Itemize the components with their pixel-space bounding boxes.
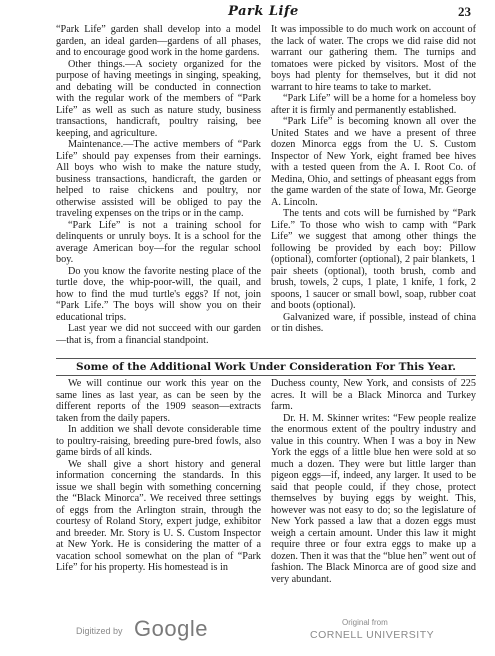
bottom-left-column xyxy=(56,378,261,604)
section-rule-bottom xyxy=(56,375,476,376)
digitized-by-label: Digitized by xyxy=(76,626,123,636)
paragraph: We will continue our work this year on the same lines as last year, as can be seen by the different reports of the 1909 season—extracts taken from the daily papers. xyxy=(56,378,261,424)
top-right-column xyxy=(271,24,476,359)
bottom-right-column xyxy=(271,378,476,604)
university-label: CORNELL UNIVERSITY xyxy=(310,629,435,641)
section-heading: Some of the Additional Work Under Consideration For This Year. xyxy=(76,361,456,373)
paragraph: The tents and cots will be furnished by “Park Life.” To those who wish to camp with “Park Life” we suggest that among other things the following be provided by each boy: Pillow (optional), comforter (optional), 2 pair blankets, 1 pair sheets (optional), tooth brush, comb and brush, towels, 2 cups, 1 plate, 1 knife, 1 fork, 2 spoons, 1 saucer or small bowl, soap, rubber coat and boots (optional). xyxy=(271,208,476,311)
paragraph: “Park Life” garden shall develop into a model garden, an ideal garden—gardens of all phases, and to encourage good work in the home gardens. xyxy=(56,24,261,58)
original-from-label: Original from xyxy=(342,618,388,627)
paragraph: Do you know the favorite nesting place of the turtle dove, the whip-poor-will, the quail, and how to find the mud turtle's eggs? If not, join “Park Life.” The boys will show you on their educational trips. xyxy=(56,265,261,323)
section-rule-top xyxy=(56,358,476,359)
top-columns xyxy=(56,24,476,359)
paragraph: Dr. H. M. Skinner writes: “Few people realize the enormous extent of the poultry industry and value in this country. When I was a boy in New York the eggs of a little blue hen were sold at so much a dozen. They were but little larger than pigeon eggs—if, indeed, any larger. It used to be said that people could, if they chose, protect themselves by buying eggs by weight. This, however was not easy to do; so the legislature of New York passed a law that a dozen eggs must weigh a certain amount. Under this law it might require three or four extra eggs to make up a dozen. Then it was that the “blue hen” went out of fashion. The Black Minorca are of good size and very abundant. xyxy=(271,412,476,585)
paragraph: “Park Life” will be a home for a homeless boy after it is firmly and permanently established. xyxy=(271,93,476,116)
paragraph: “Park Life” is becoming known all over the United States and we have a present of three dozen Minorca eggs from the U. S. Custom Inspector of New York, eight framed bee hives with a tested queen from the A. I. Root Co. of Medina, Ohio, and settings of pheasant eggs from the game warden of the state of Iowa, Mr. George A. Lincoln. xyxy=(271,116,476,208)
bottom-columns xyxy=(56,378,476,604)
paragraph: It was impossible to do much work on account of the lack of water. The crops we did raise did not warrant our gathering them. The turnips and tomatoes were picked by visitors. Most of the boys had plenty for themselves, but it did not warrant to hire teams to take to market. xyxy=(271,24,476,93)
paragraph: “Park Life” is not a training school for delinquents or unruly boys. It is a school for the average American boy—for the regular school boy. xyxy=(56,219,261,265)
running-title: Park Life xyxy=(228,4,299,19)
digitization-footer xyxy=(56,612,471,652)
page-number: 23 xyxy=(458,4,471,19)
paragraph: We shall give a short history and general information concerning the standards. In this issue we shall begin with something concerning the “Black Minorca”. We received three settings of eggs from the Arlington strain, through the courtesy of Roland Story, expert judge, exhibitor and breeder. Mr. Story is U. S. Custom Inspector at New York. He is considering the matter of a vacation school somewhat on the plan of “Park Life” for his property. His homestead is in xyxy=(56,458,261,573)
paragraph: Duchess county, New York, and consists of 225 acres. It will be a Black Minorca and Turkey farm. xyxy=(271,378,476,412)
paragraph: In addition we shall devote considerable time to poultry-raising, breeding pure-bred fowls, also game birds of all kinds. xyxy=(56,424,261,458)
top-left-column xyxy=(56,24,261,359)
google-logo: Google xyxy=(134,616,208,641)
paragraph: Galvanized ware, if possible, instead of china or tin dishes. xyxy=(271,311,476,334)
page-header xyxy=(56,4,471,22)
paragraph: Last year we did not succeed with our garden—that is, from a financial standpoint. xyxy=(56,323,261,346)
paragraph: Maintenance.—The active members of “Park Life” should pay expenses from their earnings. All boys who wish to make the nature study, business transactions, handicraft, the garden or helped to raise chickens and poultry, nor otherwise assisted will be obliged to pay the traveling expenses on the trips or in the camp. xyxy=(56,139,261,219)
paragraph: Other things.—A society organized for the purpose of having meetings in singing, speaking, and debating will be conducted in connection with the regular work of the members of “Park Life” as well as such as nature study, business transactions, handicraft, poultry raising, bee keeping, and agriculture. xyxy=(56,58,261,139)
